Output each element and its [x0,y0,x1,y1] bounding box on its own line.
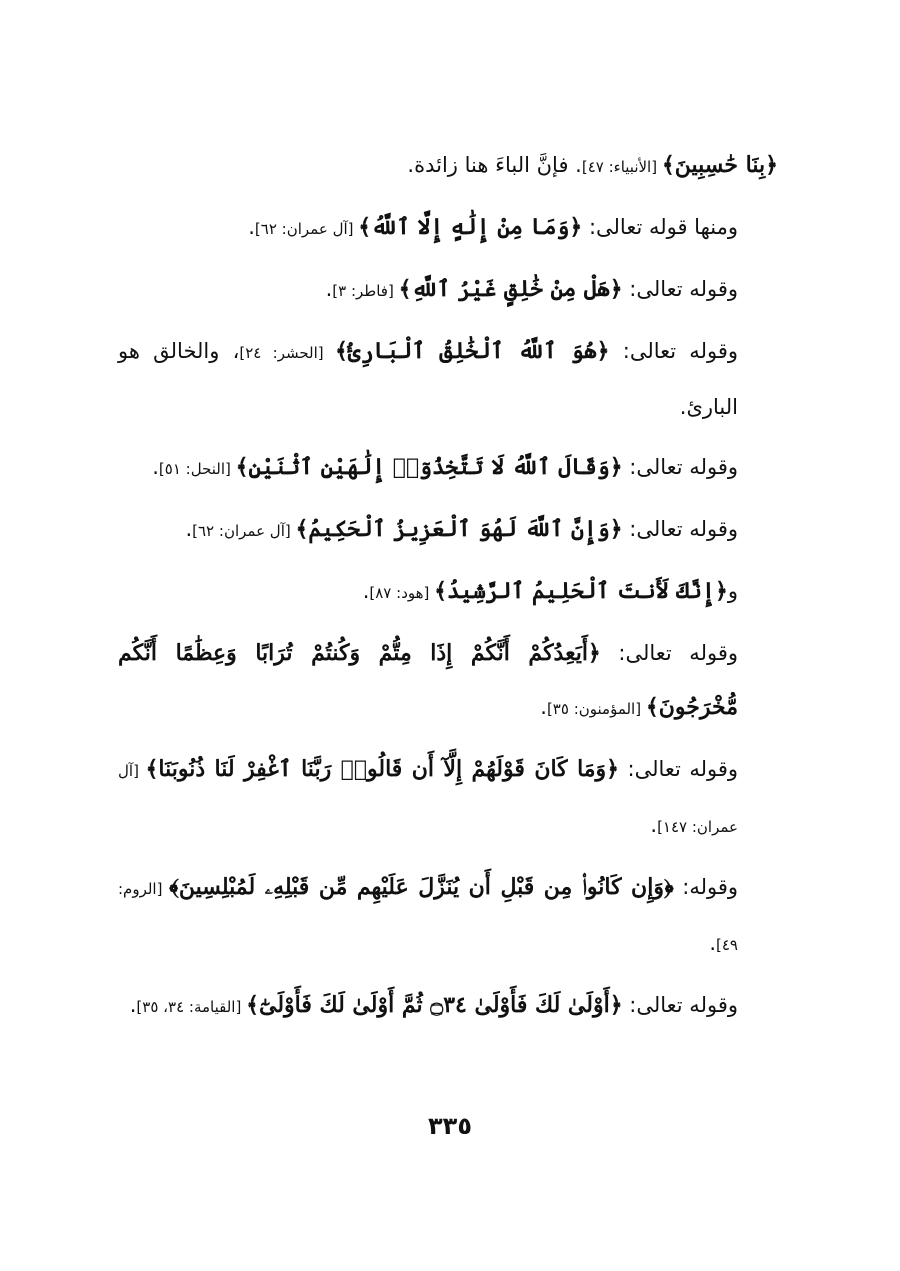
paragraph-10 [118,860,778,972]
paragraph-11 [118,978,778,1034]
quran-verse: ﴿إِنَّكَ لَأَنتَ ٱلْحَلِيمُ ٱلرَّشِيدُ﴾ [434,578,728,604]
paragraph-intro: وقوله تعالى: [622,277,738,301]
paragraph-intro: ومنها قوله تعالى: [582,215,738,239]
paragraph-7 [118,564,778,620]
verse-citation: [المؤمنون: ٣٥] [546,700,646,718]
paragraph-outro: . فإنَّ الباءَ هنا زائدة. [407,153,582,177]
paragraph-outro: . [325,277,333,301]
paragraph-intro: وقوله تعالى: [609,339,738,363]
verse-citation: [النحل: ٥١] [158,460,236,478]
paragraph-outro: . [185,517,193,541]
quran-verse: ﴿وَقَالَ ٱللَّهُ لَا تَتَّخِذُوٓا۟ إِلَٰهَيْنِ ٱثْنَيْنِ﴾ [235,454,623,480]
paragraph-intro: وقوله تعالى: [622,455,738,479]
verse-citation: [آل عمران: ٦٢] [254,220,359,238]
paragraph-intro: وقوله تعالى: [622,517,738,541]
quran-verse: ﴿وَإِن كَانُوا۟ مِن قَبْلِ أَن يُنَزَّلَ عَلَيْهِم مِّن قَبْلِهِۦ لَمُبْلِسِينَ﴾ [169,874,674,900]
paragraph-outro: . [152,455,159,479]
paragraph-intro: و [727,579,738,603]
quran-verse: ﴿بِنَا حَٰسِبِينَ﴾ [661,152,778,178]
paragraph-outro: . [362,579,370,603]
quran-verse: ﴿وَإِنَّ ٱللَّهَ لَهُوَ ٱلْعَزِيزُ ٱلْحَكِيمُ﴾ [295,516,623,542]
quran-verse: ﴿هُوَ ٱللَّهُ ٱلْخَٰلِقُ ٱلْبَارِئُ﴾ [334,338,610,364]
paragraph-3 [118,262,778,318]
paragraph-outro: . [650,813,658,837]
paragraph-outro: . [129,993,137,1017]
verse-citation: [الأنبياء: ٤٧] [581,158,662,176]
paragraph-intro: وقوله تعالى: [622,993,738,1017]
paragraph-outro: . [248,215,255,239]
verse-citation: [القيامة: ٣٤، ٣٥] [136,998,247,1016]
paragraph-8 [118,626,778,736]
paragraph-6 [118,502,778,558]
verse-citation: [فاطر: ٣] [332,282,399,300]
paragraph-9 [118,742,778,854]
verse-citation: [آل عمران: ١٤٧] [118,762,738,836]
paragraph-outro: . [709,931,717,955]
paragraph-2 [118,200,778,256]
paragraph-outro: . [540,695,547,719]
quran-verse: ﴿أَيَعِدُكُمْ أَنَّكُمْ إِذَا مِتُّمْ وَكُنتُمْ تُرَابًا وَعِظَٰمًا أَنَّكُم مُّخْرَجُونَ﴾ [118,640,738,720]
paragraph-1 [118,138,778,194]
verse-citation: [الروم: ٤٩] [118,880,738,954]
paragraph-outro: ، والخالق هو البارئ. [118,339,738,419]
quran-verse: ﴿هَلْ مِنْ خَٰلِقٍ غَيْرُ ٱللَّهِ﴾ [398,276,623,302]
quran-verse: ﴿وَمَا كَانَ قَوْلَهُمْ إِلَّآ أَن قَالُوا۟ رَبَّنَا ٱغْفِرْ لَنَا ذُنُوبَنَا﴾ [145,756,620,782]
verse-citation: [هود: ٨٧] [369,584,435,602]
paragraph-4 [118,324,778,434]
verse-citation: [الحشر: ٢٤] [239,344,335,362]
quran-verse: ﴿وَمَا مِنْ إِلَٰهٍ إِلَّا ٱللَّهُ﴾ [358,214,583,240]
verse-citation: [آل عمران: ٦٢] [192,522,296,540]
body-text [118,138,778,1040]
paragraph-intro: وقوله تعالى: [619,757,739,781]
paragraph-intro: وقوله: [673,875,739,899]
quran-verse: ﴿أَوْلَىٰ لَكَ فَأَوْلَىٰ ۝٣٤ ثُمَّ أَوْلَىٰ لَكَ فَأَوْلَىٰٓ﴾ [246,992,623,1018]
paragraph-intro: وقوله تعالى: [600,641,738,665]
page-number: ٣٣٥ [428,1112,472,1140]
paragraph-5 [118,440,778,496]
